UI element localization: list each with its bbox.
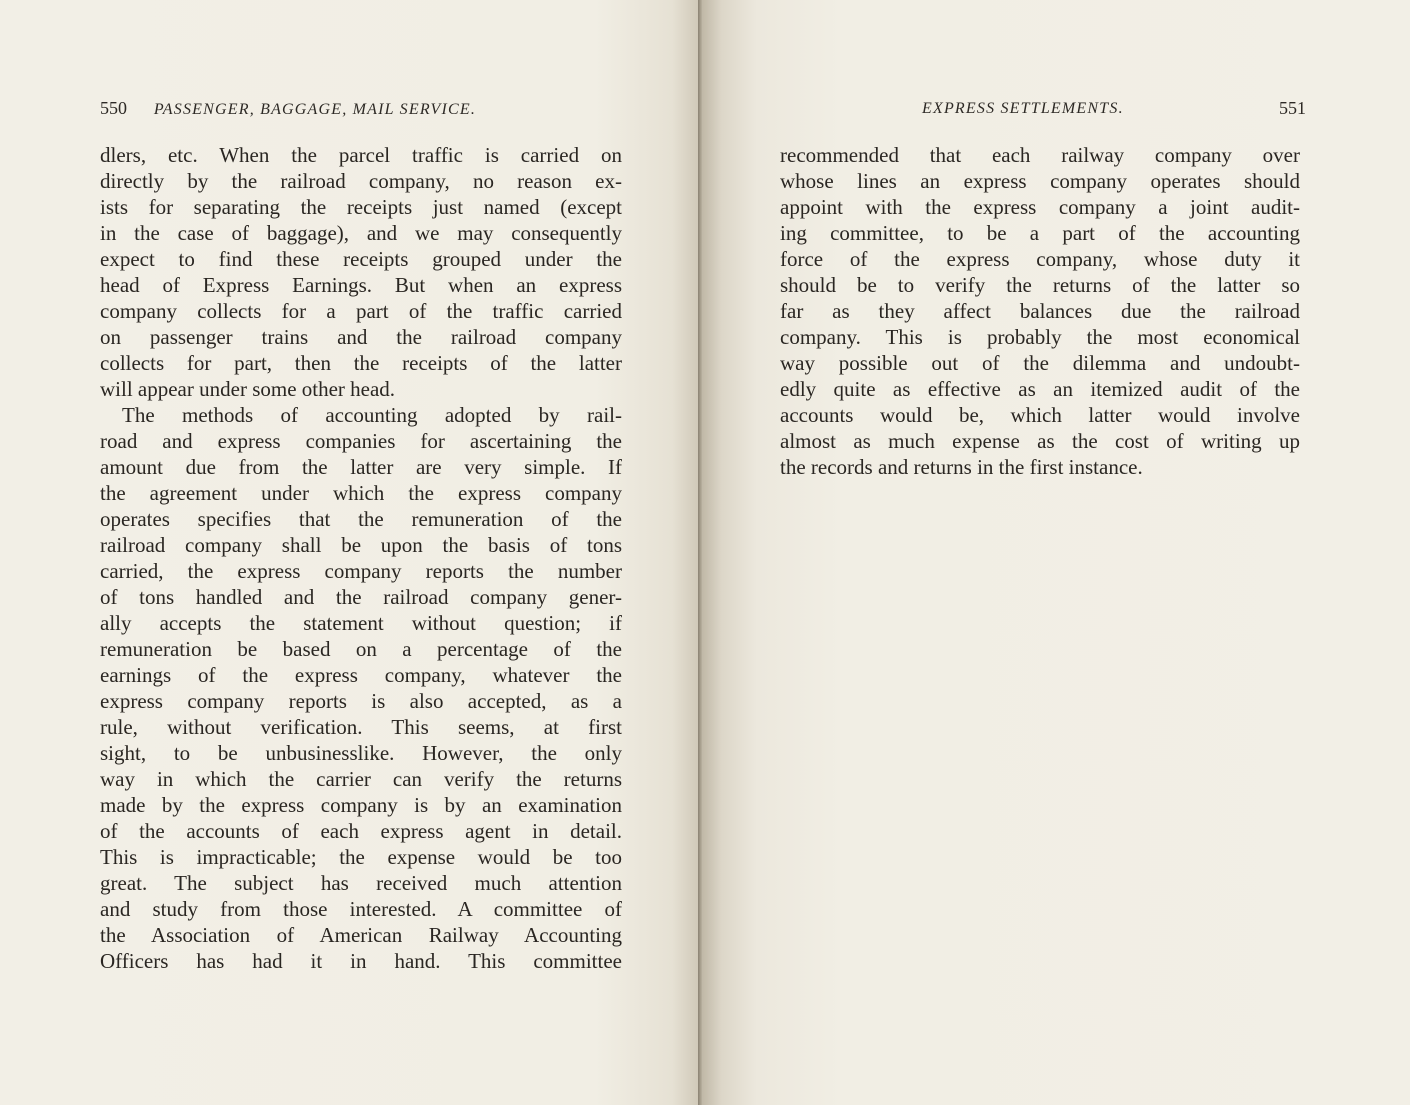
text-line: far as they affect balances due the railroad	[780, 299, 1300, 323]
text-line: ists for separating the receipts just named (except	[100, 195, 622, 219]
right-page-text	[780, 142, 1300, 480]
text-line: collects for part, then the receipts of the latter	[100, 351, 622, 375]
text-line: directly by the railroad company, no reason ex-	[100, 169, 622, 193]
text-line: almost as much expense as the cost of writing up	[780, 429, 1300, 453]
text-line: company collects for a part of the traffic carried	[100, 299, 622, 323]
right-page-number: 551	[1279, 98, 1306, 118]
text-line: the agreement under which the express company	[100, 481, 622, 505]
text-line: expect to find these receipts grouped under the	[100, 247, 622, 271]
text-line: The methods of accounting adopted by rail-	[122, 403, 622, 427]
book-gutter	[698, 0, 702, 1105]
left-page-number: 550	[100, 98, 127, 118]
text-line: operates specifies that the remuneration of the	[100, 507, 622, 531]
text-line: on passenger trains and the railroad company	[100, 325, 622, 349]
text-line: dlers, etc. When the parcel traffic is carried on	[100, 143, 622, 167]
text-line: amount due from the latter are very simple. If	[100, 455, 622, 479]
text-line: sight, to be unbusinesslike. However, the only	[100, 741, 622, 765]
text-line: edly quite as effective as an itemized audit of the	[780, 377, 1300, 401]
left-running-title: PASSENGER, BAGGAGE, MAIL SERVICE.	[153, 101, 477, 118]
text-line: appoint with the express company a joint audit-	[780, 195, 1300, 219]
text-line: of the accounts of each express agent in detail.	[100, 819, 622, 843]
text-line: recommended that each railway company over	[780, 143, 1300, 167]
text-line: the records and returns in the first instance.	[780, 455, 1143, 479]
text-line: remuneration be based on a percentage of the	[100, 637, 622, 661]
text-line: force of the express company, whose duty it	[780, 247, 1300, 271]
right-running-head	[922, 98, 1306, 118]
text-line: railroad company shall be upon the basis of tons	[100, 533, 622, 557]
text-line: made by the express company is by an examination	[100, 793, 622, 817]
text-line: express company reports is also accepted, as a	[100, 689, 622, 713]
text-line: ally accepts the statement without question; if	[100, 611, 622, 635]
left-page-text	[100, 142, 622, 974]
text-line: of tons handled and the railroad company gener-	[100, 585, 622, 609]
text-line: way possible out of the dilemma and undoubt-	[780, 351, 1300, 375]
text-line: the Association of American Railway Accounting	[100, 923, 622, 947]
text-line: company. This is probably the most economical	[780, 325, 1300, 349]
text-line: rule, without verification. This seems, at first	[100, 715, 622, 739]
text-line: way in which the carrier can verify the returns	[100, 767, 622, 791]
text-line: head of Express Earnings. But when an express	[100, 273, 622, 297]
text-line: Officers has had it in hand. This committee	[100, 949, 622, 973]
text-line: accounts would be, which latter would involve	[780, 403, 1300, 427]
text-line: in the case of baggage), and we may consequently	[100, 221, 622, 245]
text-line: should be to verify the returns of the latter so	[780, 273, 1300, 297]
text-line: earnings of the express company, whatever the	[100, 663, 622, 687]
right-running-title: EXPRESS SETTLEMENTS.	[922, 100, 1124, 117]
text-line: This is impracticable; the expense would be too	[100, 845, 622, 869]
text-line: road and express companies for ascertaining the	[100, 429, 622, 453]
right-page	[700, 0, 1410, 1105]
text-line: and study from those interested. A committee of	[100, 897, 622, 921]
text-line: carried, the express company reports the number	[100, 559, 622, 583]
text-line: whose lines an express company operates should	[780, 169, 1300, 193]
text-line: great. The subject has received much attention	[100, 871, 622, 895]
left-running-head	[100, 98, 620, 119]
left-page	[0, 0, 700, 1105]
text-line: ing committee, to be a part of the accounting	[780, 221, 1300, 245]
text-line: will appear under some other head.	[100, 377, 396, 401]
